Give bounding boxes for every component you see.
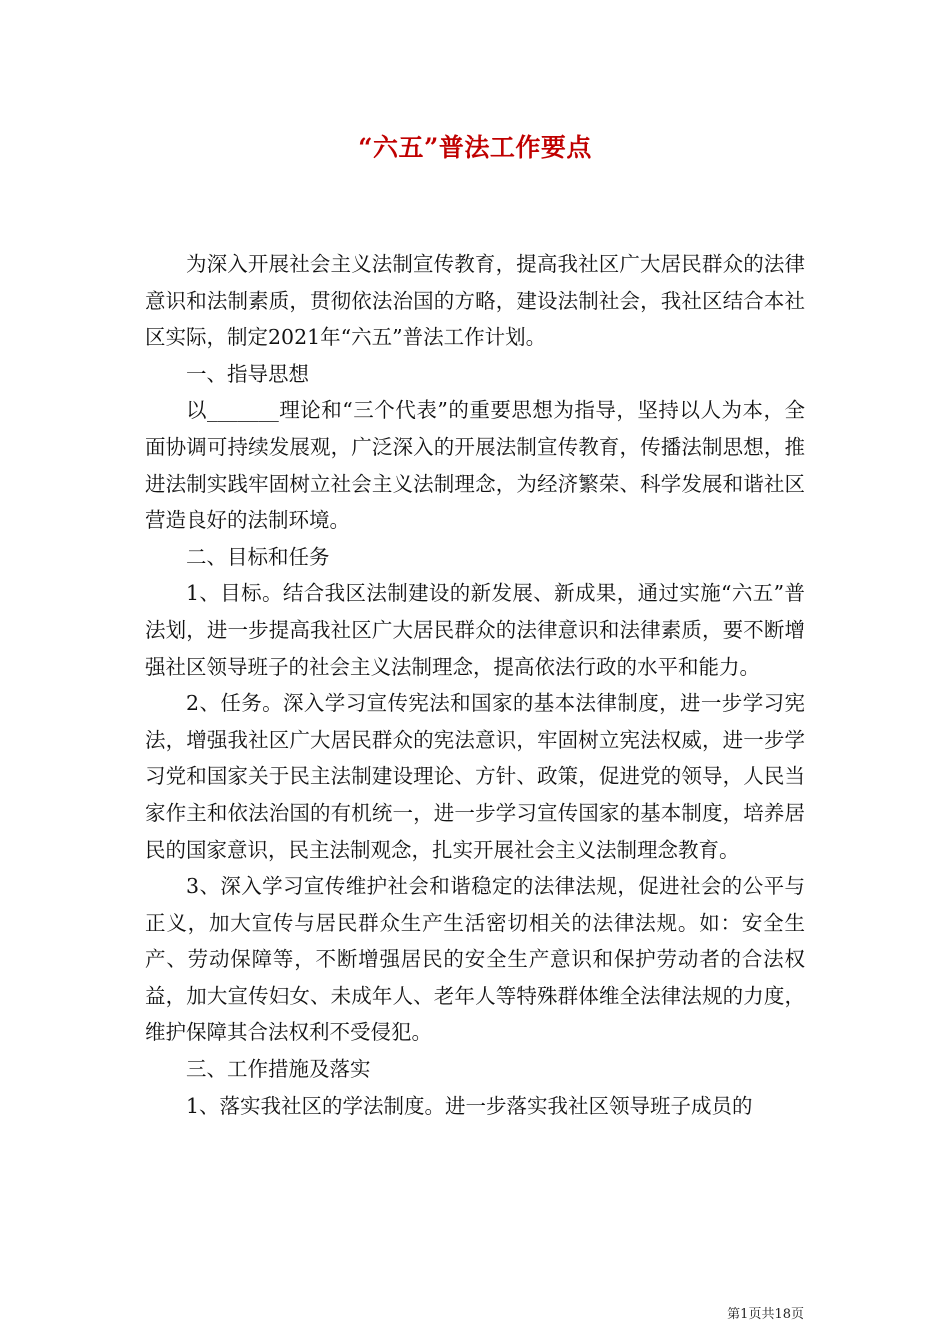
- paragraph-task: 2、任务。深入学习宣传宪法和国家的基本法律制度，进一步学习宪法，增强我社区广大居民群众的宪法意识，牢固树立宪法权威，进一步学习党和国家关于民主法制建设理论、方针、政策，促进党的领导，人民当家作主和依法治国的有机统一，进一步学习宣传国家的基本制度，培养居民的国家意识，民主法制观念，扎实开展社会主义法制理念教育。: [145, 691, 805, 862]
- page-number-footer: 第1页共18页: [727, 1307, 804, 1322]
- document-body: [145, 246, 805, 1124]
- paragraph-goal: 1、目标。结合我区法制建设的新发展、新成果，通过实施“六五”普法划，进一步提高我社区广大居民群众的法律意识和法律素质，要不断增强社区领导班子的社会主义法制理念，提高依法行政的水平和能力。: [145, 581, 805, 679]
- section-heading-guiding-ideology: 一、指导思想: [186, 361, 309, 386]
- paragraph-measure-1: 1、落实我社区的学法制度。进一步落实我社区领导班子成员的: [186, 1093, 753, 1118]
- paragraph-guiding-ideology: 以_______理论和“三个代表”的重要思想为指导，坚持以人为本，全面协调可持续发展观，广泛深入的开展法制宣传教育，传播法制思想，推进法制实践牢固树立社会主义法制理念，为经济繁荣、科学发展和谐社区营造良好的法制环境。: [145, 398, 805, 533]
- section-heading-goals-tasks: 二、目标和任务: [186, 544, 330, 569]
- document-title: “六五”普法工作要点: [358, 133, 592, 162]
- paragraph-task-3: 3、深入学习宣传维护社会和谐稳定的法律法规，促进社会的公平与正义，加大宣传与居民群众生产生活密切相关的法律法规。如：安全生产、劳动保障等，不断增强居民的安全生产意识和保护劳动者的合法权益，加大宣传妇女、未成年人、老年人等特殊群体维全法律法规的力度，维护保障其合法权利不受侵犯。: [145, 874, 805, 1045]
- paragraph-intro: 为深入开展社会主义法制宣传教育，提高我社区广大居民群众的法律意识和法制素质，贯彻依法治国的方略，建设法制社会，我社区结合本社区实际，制定2021年“六五”普法工作计划。: [145, 252, 805, 350]
- section-heading-measures: 三、工作措施及落实: [186, 1057, 371, 1082]
